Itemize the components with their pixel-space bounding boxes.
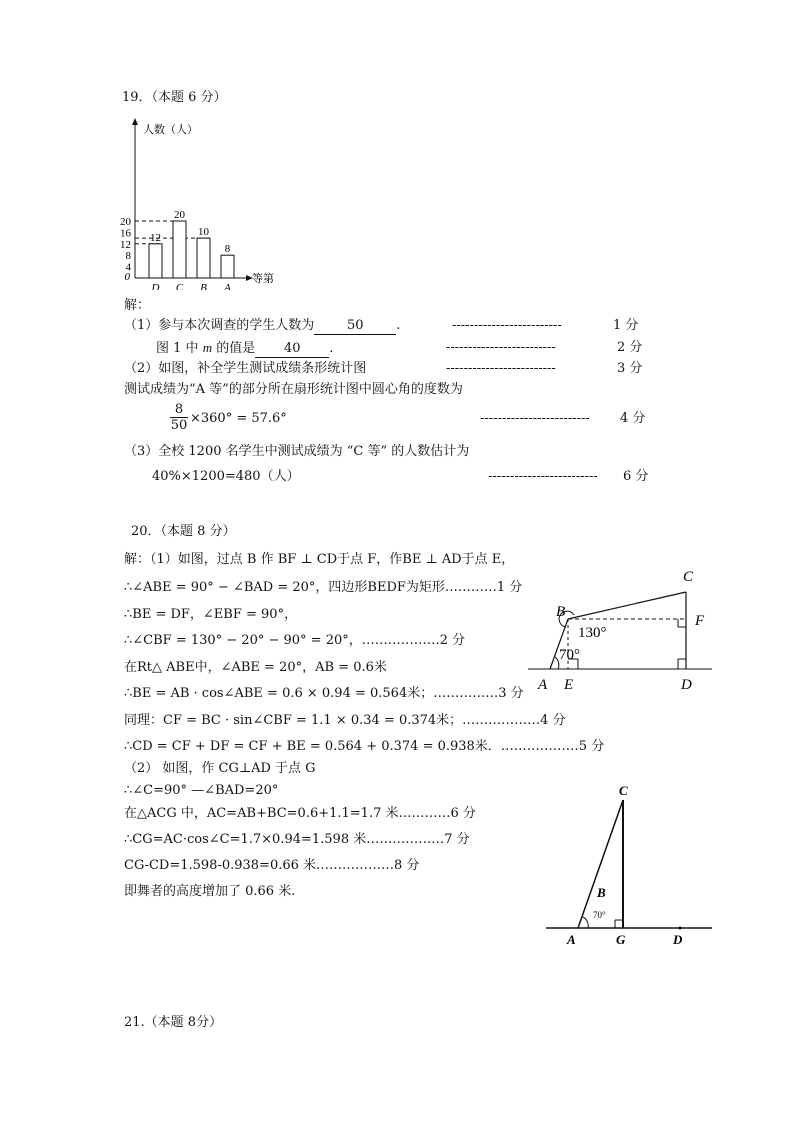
y-axis-label: 人数（人） bbox=[143, 124, 198, 136]
q19-l2-text: 图 1 中 bbox=[156, 341, 199, 356]
point-d bbox=[679, 927, 682, 930]
y-tick-label: 16 bbox=[120, 227, 131, 240]
x-tick-label: B bbox=[200, 282, 207, 290]
q19-line4: 测试成绩为“A 等”的部分所在扇形统计图中圆心角的度数为 bbox=[124, 382, 463, 397]
bar-data-label: 10 bbox=[198, 226, 209, 239]
q19-l1-dash: ------------------------- bbox=[452, 318, 562, 333]
bar-C bbox=[173, 221, 186, 278]
x-axis-label: 等第 bbox=[252, 273, 274, 285]
q19-l1-score: 1 分 bbox=[613, 318, 639, 333]
label-d: D bbox=[673, 932, 683, 947]
bar-data-label: 8 bbox=[224, 243, 231, 256]
label-a: A bbox=[567, 932, 576, 947]
q19-l1-text: （1）参与本次调查的学生人数为 bbox=[124, 318, 315, 333]
label-a: A bbox=[538, 677, 548, 693]
segment-ac bbox=[578, 800, 623, 928]
label-e: E bbox=[564, 677, 574, 693]
q20-step1: 解：（1）如图，过点 B 作 BF ⊥ CD于点 F，作BE ⊥ AD于点 E， bbox=[124, 552, 515, 567]
bar-D bbox=[149, 244, 162, 278]
q19-l1-dot: . bbox=[396, 318, 401, 333]
q20-step3: ∴BE = DF，∠EBF = 90°， bbox=[124, 607, 298, 622]
label-c: C bbox=[683, 569, 694, 585]
q20-step9: （2） 如图，作 CG⊥AD 于点 G bbox=[124, 761, 316, 776]
y-tick-label: 20 bbox=[120, 216, 131, 228]
label-f: F bbox=[695, 613, 705, 629]
label-c: C bbox=[619, 783, 628, 798]
y-tick-label: 12 bbox=[120, 238, 131, 251]
q19-l2-var: m bbox=[202, 340, 213, 355]
q20-step12: ∴CG=AC·cos∠C=1.7×0.94=1.598 米………………7 分 bbox=[124, 832, 470, 847]
x-tick-label: C bbox=[175, 282, 184, 290]
q19-l5-dash: ------------------------- bbox=[480, 411, 590, 426]
q19-jie: 解： bbox=[124, 298, 151, 313]
x-tick-label: D bbox=[151, 282, 160, 290]
q20-step11: 在△ACG 中，AC=AB+BC=0.6+1.1=1.7 米…………6 分 bbox=[124, 806, 476, 821]
bar-chart bbox=[115, 115, 285, 290]
y-axis-arrow bbox=[132, 118, 138, 125]
label-b: B bbox=[597, 885, 606, 900]
label-angle-70: 70° bbox=[593, 910, 606, 920]
q19-l7-score: 6 分 bbox=[623, 469, 649, 484]
q19-l2-score: 2 分 bbox=[617, 340, 643, 355]
label-angle-130: 130° bbox=[578, 625, 607, 641]
segment-bc bbox=[568, 592, 686, 619]
q19-l2-dot: . bbox=[329, 341, 334, 356]
label-b: B bbox=[556, 604, 566, 620]
q21-header: 21.（本题 8分） bbox=[124, 1015, 223, 1030]
q19-line6: （3）全校 1200 名学生中测试成绩为 “C 等” 的人数估计为 bbox=[124, 444, 470, 459]
bar-A bbox=[221, 255, 234, 278]
angle-arc-a bbox=[583, 917, 588, 928]
bar-data-label: 12 bbox=[150, 231, 161, 244]
fraction bbox=[170, 402, 188, 433]
q19-l2-answer: 40 bbox=[255, 341, 329, 358]
right-angle-g bbox=[615, 920, 623, 928]
origin-label: 0 bbox=[124, 271, 130, 283]
x-tick-label: A bbox=[224, 282, 231, 290]
q19-line5: ×360° = 57.6° bbox=[190, 411, 287, 426]
q20-step7: 同理：CF = BC · sin∠CBF = 1.1 × 0.34 = 0.374米；………………4 分 bbox=[124, 713, 566, 728]
q19-l3-score: 3 分 bbox=[617, 361, 643, 376]
figure-2 bbox=[540, 780, 720, 950]
q19-l2-mid: 的值是 bbox=[216, 341, 256, 356]
q20-step10: ∴∠C=90° —∠BAD=20° bbox=[124, 783, 279, 798]
y-tick-label: 8 bbox=[125, 250, 131, 263]
label-angle-70: 70° bbox=[559, 647, 580, 663]
right-angle-d bbox=[678, 659, 686, 669]
bar-data-label: 20 bbox=[174, 209, 185, 221]
q20-step14: 即舞者的高度增加了 0.66 米. bbox=[124, 884, 296, 899]
q19-l3-dash: ------------------------- bbox=[446, 361, 556, 376]
q19-l7-dash: ------------------------- bbox=[488, 469, 598, 484]
q20-header: 20．（本题 8 分） bbox=[131, 524, 236, 539]
q19-l2-dash: ------------------------- bbox=[446, 340, 556, 355]
y-tick-label: 4 bbox=[125, 261, 131, 274]
q19-line1 bbox=[124, 318, 400, 335]
fraction-numerator: 8 bbox=[174, 402, 184, 417]
q19-line3: （2）如图，补全学生测试成绩条形统计图 bbox=[124, 361, 367, 376]
q20-step2: ∴∠ABE = 90° − ∠BAD = 20°，四边形BEDF为矩形…………1 分 bbox=[124, 580, 523, 595]
right-angle-f bbox=[678, 619, 686, 627]
label-d: D bbox=[681, 677, 692, 693]
label-g: G bbox=[616, 932, 626, 947]
q20-step5: 在Rt△ ABE中，∠ABE = 20°，AB = 0.6米 bbox=[124, 660, 387, 675]
fraction-denominator: 50 bbox=[170, 418, 188, 433]
q20-step13: CG-CD=1.598-0.938=0.66 米………………8 分 bbox=[124, 858, 420, 873]
figure-1 bbox=[528, 565, 718, 695]
q20-step6: ∴BE = AB · cos∠ABE = 0.6 × 0.94 = 0.564米；……………3 分 bbox=[124, 686, 524, 701]
bar-B bbox=[197, 238, 210, 278]
q19-l1-answer: 50 bbox=[314, 318, 396, 335]
q19-line7: 40%×1200=480（人） bbox=[152, 469, 300, 484]
q19-header: 19．（本题 6 分） bbox=[122, 90, 227, 105]
q19-l5-score: 4 分 bbox=[620, 411, 646, 426]
q20-step8: ∴CD = CF + DF = CF + BE = 0.564 + 0.374 = 0.938米．………………5 分 bbox=[124, 739, 605, 754]
q19-line2 bbox=[156, 340, 333, 358]
q20-step4: ∴∠CBF = 130° − 20° − 90° = 20°，………………2 分 bbox=[124, 633, 466, 648]
